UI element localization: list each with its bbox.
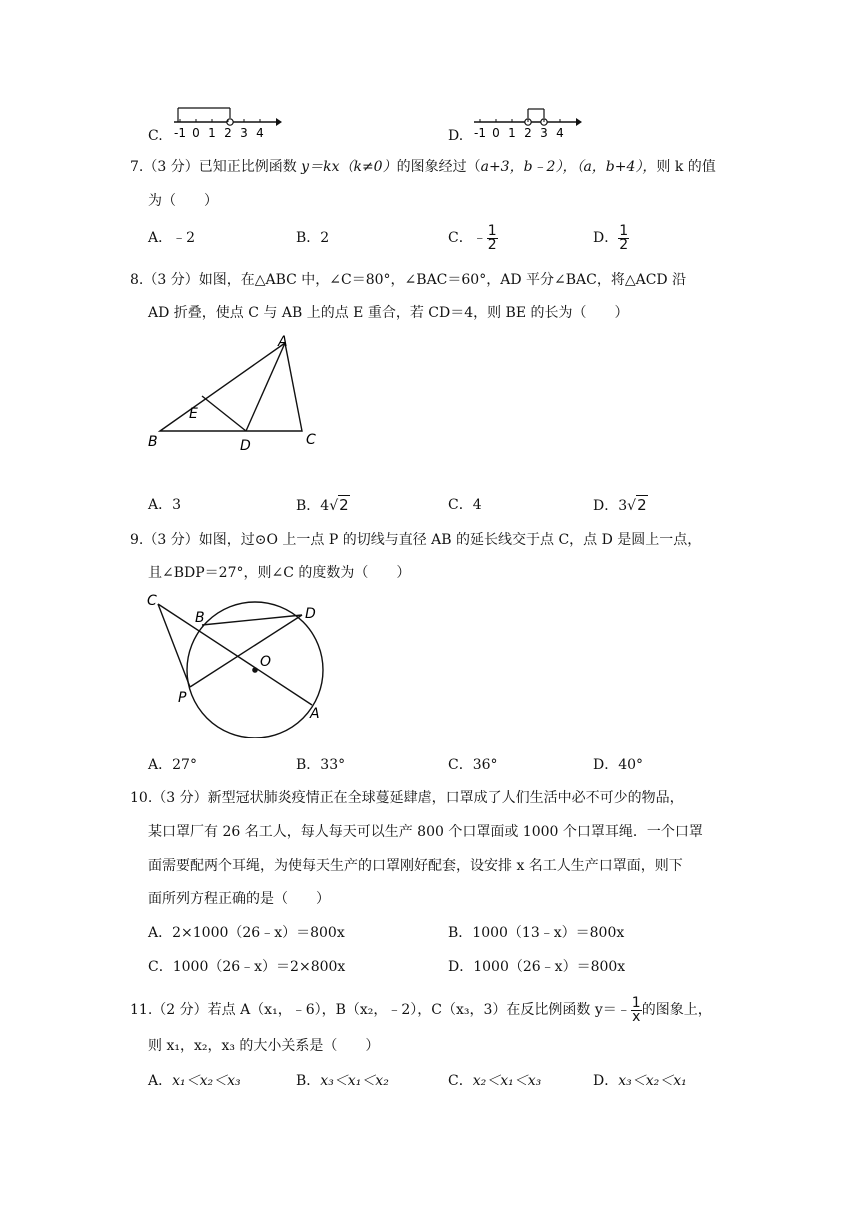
q8-option-c: C．4	[448, 497, 482, 513]
q9-label-p: P	[178, 690, 187, 706]
q11-option-c: C．x₂＜x₁＜x₃	[448, 1073, 542, 1089]
q11-stem-line1: 11.（2 分）若点 A（x₁，﹣6），B（x₂，﹣2），C（x₃，3）在反比例函数 y＝﹣ $\frac{1}{x}$ 的图象上，	[130, 994, 712, 1025]
q8-triangle-figure	[140, 330, 330, 482]
q8-stem-line2: AD 折叠，使点 C 与 AB 上的点 E 重合，若 CD＝4，则 BE 的长为（ ）	[148, 305, 629, 321]
q11-option-b: B．x₃＜x₁＜x₂	[296, 1073, 389, 1089]
q6-option-d-letter: D.	[448, 128, 464, 144]
q7-option-d: D． $\frac{1}{2}$	[593, 222, 629, 253]
q9-option-a: A．27°	[148, 757, 197, 773]
q8-option-b: B．4√2	[296, 496, 349, 514]
q9-label-c: C	[147, 593, 157, 609]
q8-option-a: A．3	[148, 497, 182, 513]
q11-option-d: D．x₃＜x₂＜x₁	[593, 1073, 687, 1089]
q6-option-c-letter: C.	[148, 128, 163, 144]
tick-label: 3	[240, 126, 248, 140]
tick-label: 0	[492, 126, 500, 140]
q8-stem-line1: 8.（3 分）如图，在△ABC 中，∠C＝80°，∠BAC＝60°，AD 平分∠BAC，将△ACD 沿	[130, 272, 687, 288]
tick-label: 4	[556, 126, 564, 140]
q9-option-b: B．33°	[296, 757, 346, 773]
q8b-sqrt: √2	[329, 496, 349, 514]
q11-option-a: A．x₁＜x₂＜x₃	[148, 1073, 241, 1089]
q8-label-e: E	[189, 406, 198, 422]
q7c-fraction: $\frac{1}{2}$	[487, 222, 497, 253]
tick-label: 4	[256, 126, 264, 140]
q10-option-d: D．1000（26﹣x）＝800x	[448, 959, 626, 975]
q9-option-d: D．40°	[593, 757, 644, 773]
q10-stem-line4: 面所列方程正确的是（ ）	[148, 891, 330, 907]
tick-label: -1	[174, 126, 186, 140]
q6-option-c-numberline	[170, 104, 282, 140]
q10-option-c: C．1000（26﹣x）＝2×800x	[148, 959, 346, 975]
tick-label: -1	[474, 126, 486, 140]
q9-label-o: O	[260, 654, 272, 670]
tick-label: 2	[224, 126, 232, 140]
tick-label: 1	[508, 126, 516, 140]
q7-option-c: C．﹣ $\frac{1}{2}$	[448, 222, 497, 253]
q6-option-d-numberline	[470, 104, 582, 140]
q7d-fraction: $\frac{1}{2}$	[619, 222, 629, 253]
q7-option-b: B．2	[296, 230, 330, 246]
q9-circle-figure	[140, 588, 340, 738]
q10-option-a: A．2×1000（26﹣x）＝800x	[148, 925, 345, 941]
q10-stem-line2: 某口罩厂有 26 名工人，每人每天可以生产 800 个口罩面或 1000 个口罩耳绳．一个口罩	[148, 824, 703, 840]
tick-label: 1	[208, 126, 216, 140]
q9-stem-line1: 9.（3 分）如图，过⊙O 上一点 P 的切线与直径 AB 的延长线交于点 C，点 D 是圆上一点，	[130, 532, 702, 548]
q8-label-a: A	[278, 334, 288, 350]
q7-option-a: A．﹣2	[148, 230, 196, 246]
q9-label-a: A	[310, 706, 320, 722]
q8-label-c: C	[306, 432, 316, 448]
q10-option-b: B．1000（13﹣x）＝800x	[448, 925, 625, 941]
q10-stem-line3: 面需要配两个耳绳，为使每天生产的口罩刚好配套，设安排 x 名工人生产口罩面，则下	[148, 858, 683, 874]
tick-label: 3	[540, 126, 548, 140]
q8-label-d: D	[240, 438, 251, 454]
q7-stem-line1: 7.（3 分）已知正比例函数 y＝kx（k≠0）的图象经过（a+3，b﹣2），（a，b+4），则 k 的值	[130, 159, 716, 175]
q8-option-d: D．3√2	[593, 496, 647, 514]
q10-stem-line1: 10.（3 分）新型冠状肺炎疫情正在全球蔓延肆虐，口罩成了人们生活中必不可少的物品，	[130, 790, 684, 806]
q9-label-b: B	[195, 610, 205, 626]
tick-label: 0	[192, 126, 200, 140]
tick-label: 2	[524, 126, 532, 140]
q9-option-c: C．36°	[448, 757, 498, 773]
q7-stem-line2: 为（ ）	[148, 193, 218, 209]
q9-label-d: D	[305, 606, 316, 622]
q9-stem-line2: 且∠BDP＝27°，则∠C 的度数为（ ）	[148, 565, 411, 581]
q8-label-b: B	[148, 434, 158, 450]
q11-fraction: $\frac{1}{x}$	[631, 994, 641, 1025]
q11-stem-line2: 则 x₁，x₂，x₃ 的大小关系是（ ）	[148, 1038, 380, 1054]
q8d-sqrt: √2	[627, 496, 647, 514]
